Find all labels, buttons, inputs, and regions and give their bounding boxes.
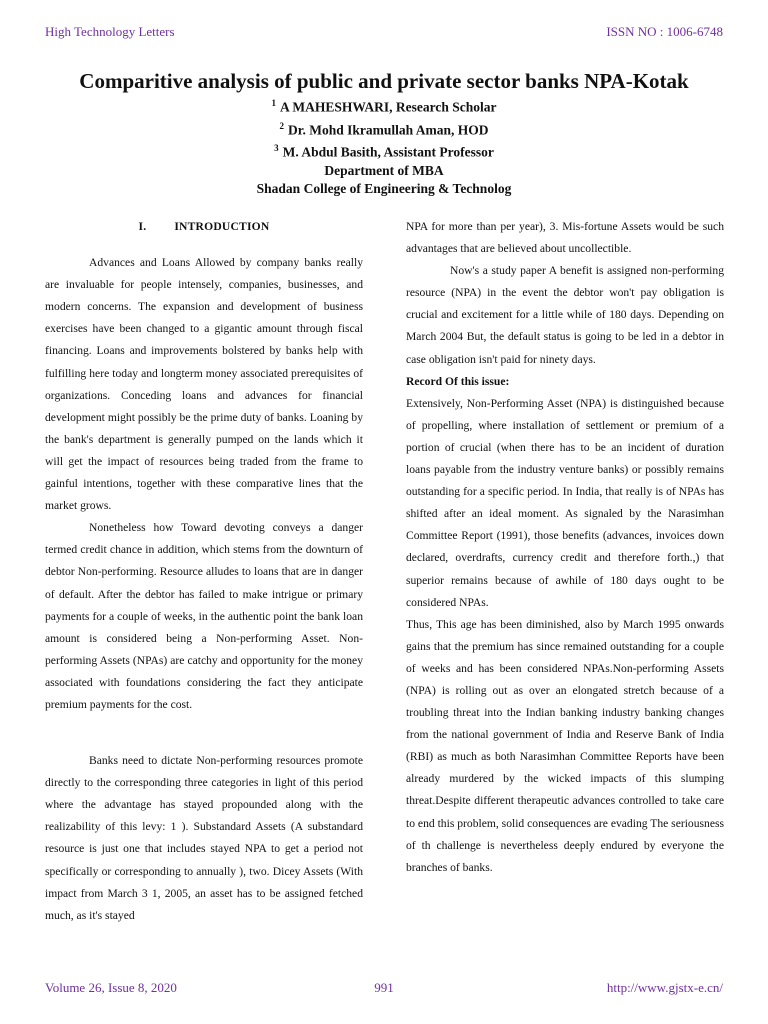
journal-name: High Technology Letters <box>45 24 175 39</box>
intro-paragraph-2: Nonetheless how Toward devoting conveys a danger termed credit chance in addition, which stems from the downturn of debtor Non-performing. Resource alludes to loans that are in danger of default. After the debtor has failed to make intrigue or primary payments for a couple of weeks, in the authentic point the bank loan amount is considered being a Non-performing Asset. Non-performing Assets (NPAs) are catchy and opportunity for the money associated with foundations considering the fact they anticipate premium payments for the cost. <box>45 521 363 711</box>
intro-paragraph-3: Banks need to dictate Non-performing resources promote directly to the corresponding three categories in light of this period where the advantage has stayed propounded along with the realizability of this levy: 1 ). Substandard Assets (A substandard resource is just one that includes stayed NPA to get a period not specifically or corresponding to annually ), two. Dicey Assets (With impact from March 3 1, 2005, an asset has to be assigned fetched much, as it's stayed <box>45 754 363 922</box>
author-2-text: Dr. Mohd Ikramullah Aman, HOD <box>287 122 489 137</box>
footer-url[interactable]: http://www.gjstx-e.cn/ <box>606 980 723 995</box>
college: Shadan College of Engineering & Technolog <box>256 180 512 196</box>
right-column <box>406 216 724 879</box>
left-column <box>45 216 363 927</box>
author-1-text: A MAHESHWARI, Research Scholar <box>279 99 497 115</box>
right-paragraph-2: Now's a study paper A benefit is assigned non-performing resource (NPA) in the event the debtor won't pay obligation is crucial and excitement for a little while of 180 days. Depending on March 2004 But, the default status is going to be led in a debtor in case obligation isn't paid for ninety days. <box>406 264 724 366</box>
right-paragraph-4: Thus, This age has been diminished, also by March 1995 onwards gains that the premium has since remained outstanding for a couple of weeks and has been considered NPAs.Non-performing Assets (NPA) is rolling out as over an elongated stretch because of a troubling threat into the Indian banking industry banking changes from the national government of India and Reserve Bank of India (RBI) as much as both Narasimhan Committee Reports have been already murdered by the wicked impacts of this slumping threat.Despite different therapeutic advances controlled to take care to end this problem, solid consequences are evading The seriousness of th challenge is nevertheless deeply endured by everyone the branches of banks. <box>406 617 724 874</box>
section-heading <box>45 216 363 238</box>
section-number: I. <box>138 220 147 233</box>
department: Department of MBA <box>324 162 444 178</box>
author-2 <box>0 117 768 140</box>
section-title: INTRODUCTION <box>174 220 270 233</box>
author-1 <box>0 94 768 117</box>
issn-number: ISSN NO : 1006-6748 <box>606 24 723 39</box>
footer-page-number: 991 <box>374 980 394 995</box>
intro-paragraph-1: Advances and Loans Allowed by company banks really are invaluable for people intensely, companies, businesses, and modern concerns. The expansion and development of business exercises have been changed to a gigantic amount through fiscal financing. Loans and improvements bolstered by banks help with fulfilling here today and longterm money associated prerequisites of organizations. Conceding loans and advances for financial development might possibly be the prime duty of banks. Loaning by the bank's department is generally pumped on the lands which it will get the impact of resources being traded from the frame to gainful intentions, together with these comparative lines that the market grows. <box>45 256 363 513</box>
right-paragraph-1: NPA for more than per year), 3. Mis-fortune Assets would be such advantages that are believed about uncollectible. <box>406 220 724 256</box>
author-3 <box>0 139 768 162</box>
footer-volume: Volume 26, Issue 8, 2020 <box>45 980 177 995</box>
author-3-text: M. Abdul Basith, Assistant Professor <box>282 144 494 160</box>
right-paragraph-3: Extensively, Non-Performing Asset (NPA) is distinguished because of propelling, where installation of settlement or premium of a portion of crucial (when there has to be an incident of duration loans payable from the industry venture banks) or possibly remains outstanding for a specific period. In India, that really is of NPAs has shifted after an ideal moment. As signaled by the Narasimhan Committee Report (1991), those benefits (advances, invoices down declared, overdrafts, currency credit and therefore forth.,) that superior remains because of awhile of 180 days ought to be considered NPAs. <box>406 396 724 609</box>
paper-title: Comparitive analysis of public and private sector banks NPA-Kotak <box>79 69 689 93</box>
author-2-number: 2 <box>279 120 284 131</box>
author-block <box>0 94 768 198</box>
author-3-number: 3 <box>274 143 279 153</box>
subheading-record: Record Of this issue: <box>406 374 510 388</box>
author-1-number: 1 <box>271 98 276 108</box>
